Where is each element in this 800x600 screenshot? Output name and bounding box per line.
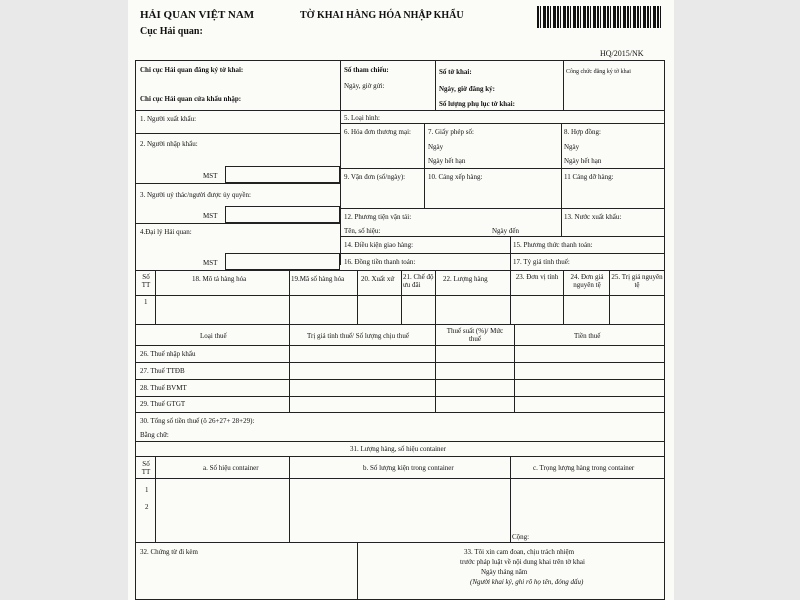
container-row-2: 2 xyxy=(145,503,149,511)
field-4: 4.Đại lý Hải quan: xyxy=(140,228,192,236)
goods-header-don-gia: 24. Đơn giá nguyên tệ xyxy=(570,273,604,289)
tax-header-tien-thue: Tiền thuế xyxy=(574,332,601,340)
goods-header-che-do: 21. Chế độ ưu đãi xyxy=(403,273,434,289)
container-header-so-hieu: a. Số hiệu container xyxy=(203,464,259,472)
container-header-stt: Số TT xyxy=(141,460,151,476)
tax-header-thue-suat: Thuế suất (%)/ Mức thuế xyxy=(446,327,504,343)
mst-box-4 xyxy=(225,253,340,270)
field-12-ten: Tên, số hiệu: xyxy=(344,227,381,235)
form-frame xyxy=(135,60,665,600)
field-5: 5. Loại hình: xyxy=(344,114,380,122)
field-33-date: Ngày tháng năm xyxy=(481,568,528,576)
field-14: 14. Điều kiện giao hàng: xyxy=(344,241,414,249)
field-12: 12. Phương tiện vận tải: xyxy=(344,213,412,221)
dept-name: Cục Hải quan: xyxy=(140,26,203,37)
so-to-khai: Số tờ khai: xyxy=(439,68,472,76)
mst-box-3 xyxy=(225,206,340,223)
goods-header-don-vi: 23. Đơn vị tính xyxy=(515,273,559,281)
goods-header-tri-gia: 25. Trị giá nguyên tệ xyxy=(611,273,663,289)
goods-header-xuat-xu: 20. Xuất xứ xyxy=(361,275,395,283)
goods-header-ma-so: 19.Mã số hàng hóa xyxy=(291,275,345,283)
container-header-so-luong: b. Số lượng kiện trong container xyxy=(363,464,454,472)
field-17: 17. Tỷ giá tính thuế: xyxy=(513,258,570,266)
field-15: 15. Phương thức thanh toán: xyxy=(513,241,593,249)
field-8: 8. Hợp đồng: xyxy=(564,128,601,136)
container-cong: Cộng: xyxy=(512,533,530,541)
mst-label-2: MST xyxy=(203,172,218,180)
container-row-1: 1 xyxy=(145,486,149,494)
field-13: 13. Nước xuất khẩu: xyxy=(564,213,622,221)
mst-label-4: MST xyxy=(203,259,218,267)
tax-row-29: 29. Thuế GTGT xyxy=(140,400,186,408)
field-7-het-han: Ngày hết hạn xyxy=(428,157,466,165)
field-8-ngay: Ngày xyxy=(564,143,580,151)
tax-header-loai: Loại thuế xyxy=(200,332,227,340)
org-name: HẢI QUAN VIỆT NAM xyxy=(140,9,255,21)
mst-label-3: MST xyxy=(203,212,218,220)
form-code: HQ/2015/NK xyxy=(600,49,644,58)
field-33-signature-note: (Người khai ký, ghi rõ họ tên, đóng dấu) xyxy=(470,578,584,586)
field-32: 32. Chứng từ đi kèm xyxy=(140,548,198,556)
field-10: 10. Cảng xếp hàng: xyxy=(428,173,483,181)
container-title: 31. Lượng hàng, số hiệu container xyxy=(350,445,446,453)
field-6: 6. Hóa đơn thương mại: xyxy=(344,128,411,136)
field-1: 1. Người xuất khẩu: xyxy=(140,115,197,123)
field-7: 7. Giấy phép số: xyxy=(428,128,474,136)
ngay-gio-gui: Ngày, giờ gửi: xyxy=(344,82,385,90)
field-3: 3. Người uỷ thác/người được ủy quyền: xyxy=(140,191,251,199)
field-2: 2. Người nhập khẩu: xyxy=(140,140,198,148)
chi-cuc-dang-ky: Chi cục Hải quan đăng ký tờ khai: xyxy=(140,66,244,74)
field-9: 9. Vận đơn (số/ngày): xyxy=(344,173,406,181)
tax-header-tri-gia: Trị giá tính thuế/ Số lượng chịu thuế xyxy=(307,332,409,340)
document-title: TỜ KHAI HÀNG HÓA NHẬP KHẨU xyxy=(300,10,464,21)
chi-cuc-cua-khau: Chi cục Hải quan cửa khẩu nhập: xyxy=(140,95,242,103)
ngay-gio-dang-ky: Ngày, giờ đăng ký: xyxy=(439,85,495,93)
field-11: 11 Cảng dỡ hàng: xyxy=(564,173,614,181)
cong-chuc: Công chức đăng ký tờ khai xyxy=(566,69,631,75)
goods-header-stt: Số TT xyxy=(141,273,151,289)
so-luong-phu-luc: Số lượng phụ lục tờ khai: xyxy=(439,100,515,108)
field-7-ngay: Ngày xyxy=(428,143,444,151)
tax-row-27: 27. Thuế TTĐB xyxy=(140,367,185,375)
tax-row-28: 28. Thuế BVMT xyxy=(140,384,187,392)
goods-header-luong-hang: 22. Lượng hàng xyxy=(443,275,488,283)
field-16: 16. Đồng tiền thanh toán: xyxy=(344,258,416,266)
goods-header-mo-ta: 18. Mô tả hàng hóa xyxy=(192,275,247,283)
field-12-ngay-den: Ngày đến xyxy=(492,227,520,235)
barcode xyxy=(537,6,662,28)
field-33-line2: trước pháp luật về nội dung khai trên tờ khai xyxy=(460,558,585,566)
tax-row-26: 26. Thuế nhập khẩu xyxy=(140,350,196,358)
container-header-trong-luong: c. Trọng lượng hàng trong container xyxy=(533,464,635,472)
mst-box-2 xyxy=(225,166,340,183)
field-30: 30. Tổng số tiền thuế (ô 26+27+ 28+29): xyxy=(140,417,255,425)
so-tham-chieu: Số tham chiếu: xyxy=(344,66,389,74)
bang-chu: Bằng chữ: xyxy=(140,431,169,439)
field-8-het-han: Ngày hết hạn xyxy=(564,157,602,165)
field-33-line1: 33. Tôi xin cam đoan, chịu trách nhiệm xyxy=(464,548,575,556)
goods-row-number: 1 xyxy=(144,298,148,306)
